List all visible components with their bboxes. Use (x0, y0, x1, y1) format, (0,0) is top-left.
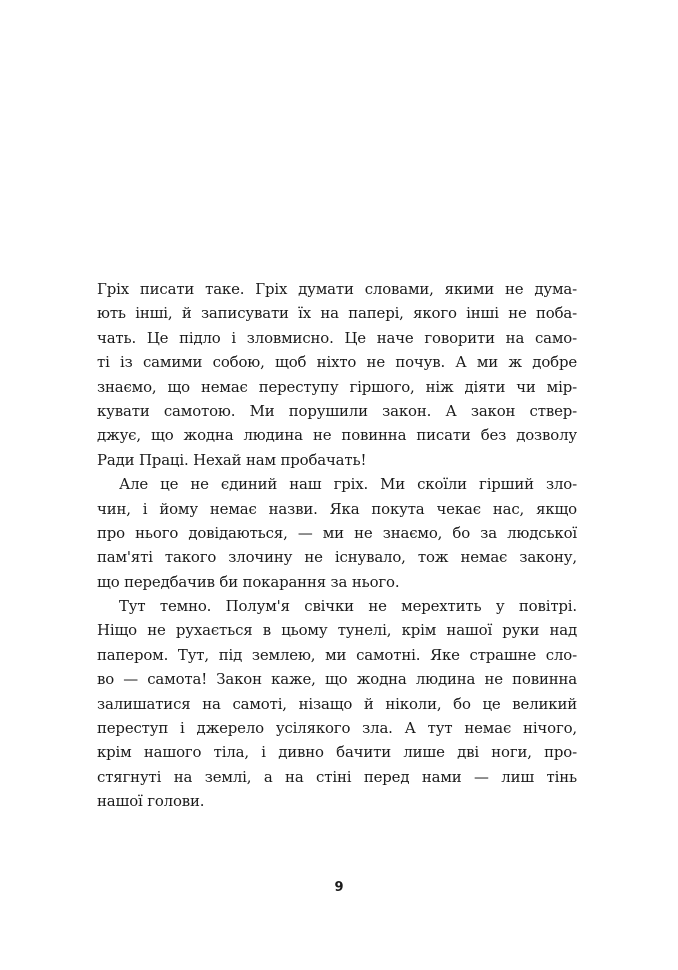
text-line: чать. Це підло і зловмисно. Це наче говорити на само- (97, 328, 577, 347)
text-line: папером. Тут, під землею, ми самотні. Яке страшне сло- (97, 645, 577, 664)
text-line: крім нашого тіла, і дивно бачити лише дві ноги, про- (97, 743, 577, 762)
text-line: во — самота! Закон каже, що жодна людина не повинна (97, 670, 577, 689)
text-line: про нього довідаються, — ми не знаємо, бо за людської (97, 523, 577, 542)
text-line: ті із самими собою, щоб ніхто не почув. А ми ж добре (97, 353, 577, 372)
body-text (97, 277, 577, 814)
text-line: залишатися на самоті, нізащо й ніколи, бо це великий (97, 694, 577, 713)
text-line: Тут темно. Полум'я свічки не мерехтить у повітрі. (119, 597, 577, 616)
text-line: кувати самотою. Ми порушили закон. А закон ствер- (97, 401, 577, 420)
text-line: чин, і йому немає назви. Яка покута чекає нас, якщо (97, 499, 577, 518)
text-line: що передбачив би покарання за нього. (97, 572, 400, 591)
page-number: 9 (334, 880, 344, 895)
text-line: Але це не єдиний наш гріх. Ми скоїли гірший зло- (119, 475, 577, 494)
text-line: Гріх писати таке. Гріх думати словами, якими не дума- (97, 280, 577, 298)
text-line: джує, що жодна людина не повинна писати без дозволу (97, 426, 577, 445)
text-line: нашої голови. (97, 792, 205, 811)
text-line: знаємо, що немає переступу гіршого, ніж діяти чи мір- (97, 377, 577, 396)
text-line: ють інші, й записувати їх на папері, якого інші не поба- (97, 304, 577, 323)
text-line: переступ і джерело усілякого зла. А тут немає нічого, (97, 719, 577, 738)
text-line: Ради Праці. Нехай нам пробачать! (97, 450, 367, 469)
text-line: пам'яті такого злочину не існувало, тож немає закону, (97, 548, 577, 567)
text-line: стягнуті на землі, а на стіні перед нами — лиш тінь (97, 767, 577, 786)
text-line: Ніщо не рухається в цьому тунелі, крім нашої руки над (97, 621, 577, 640)
